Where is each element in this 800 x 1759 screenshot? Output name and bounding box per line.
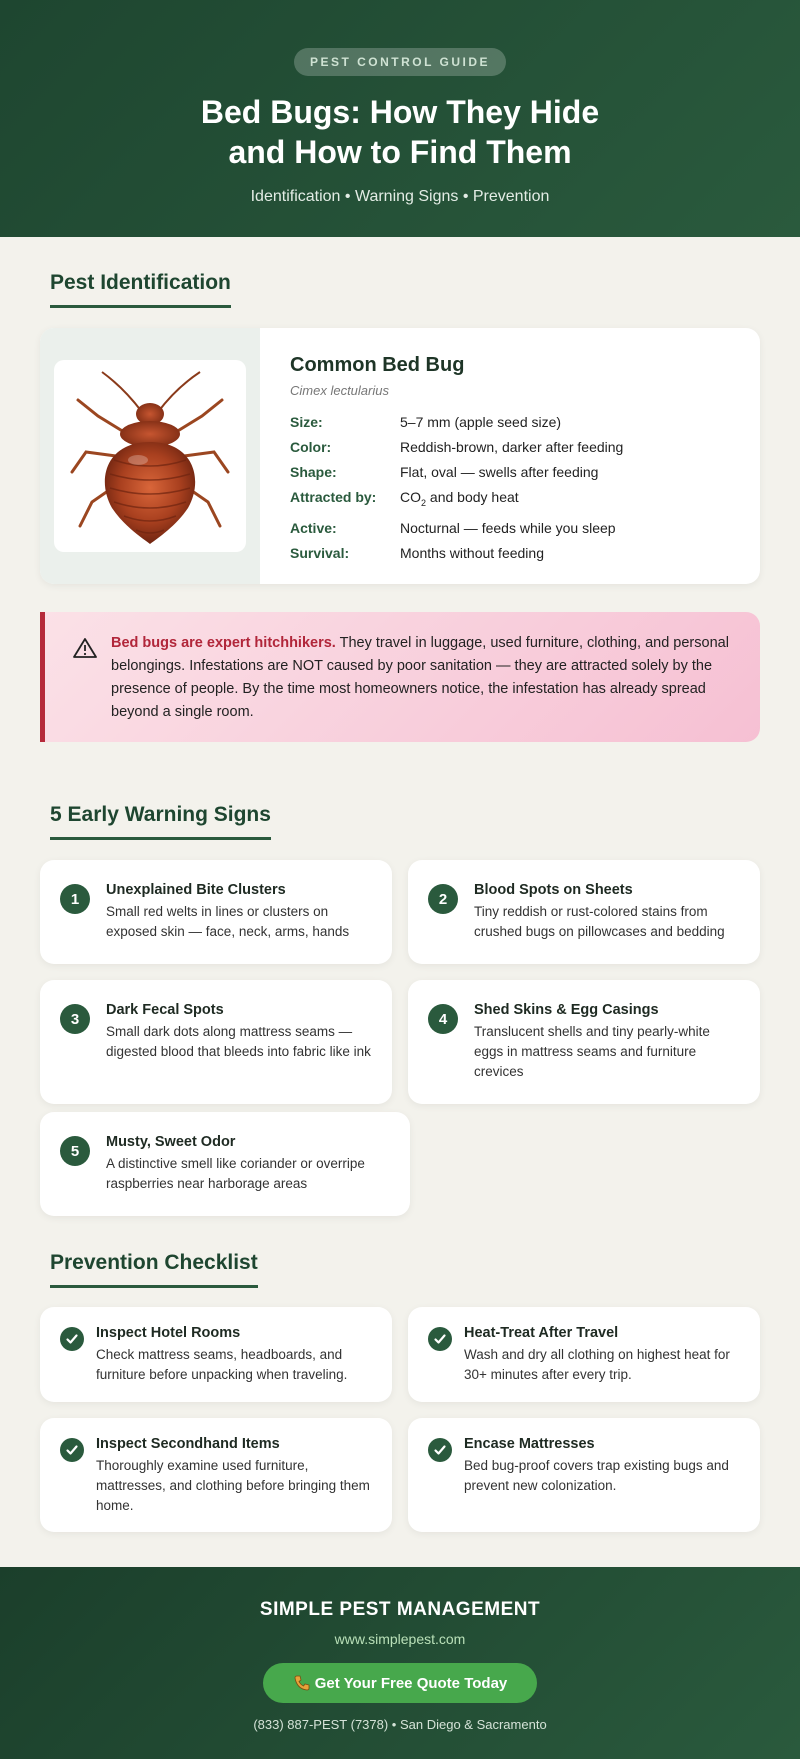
bed-bug-illustration — [54, 360, 246, 552]
warning-card — [40, 1112, 410, 1216]
checklist-description: Thoroughly examine used furniture, mattresses, and clothing before bringing them home. — [96, 1458, 370, 1513]
checklist-title: Heat-Treat After Travel — [464, 1325, 619, 1341]
checklist-title: Encase Mattresses — [464, 1436, 595, 1452]
attribute-value-subscript: 2 — [421, 497, 427, 508]
pest-common-name: Common Bed Bug — [290, 354, 465, 376]
warning-title: Shed Skins & Egg Casings — [474, 1002, 659, 1018]
warning-title: Unexplained Bite Clusters — [106, 882, 286, 898]
attribute-label: Attracted by: — [290, 489, 377, 505]
checkmark-icon — [60, 1438, 84, 1462]
attribute-row-active — [290, 516, 623, 541]
warning-card — [40, 860, 392, 964]
warning-card-content — [106, 1134, 392, 1194]
sign-number-badge: 4 — [428, 1004, 458, 1034]
attribute-value-post: and body heat — [426, 489, 519, 505]
checklist-card — [40, 1307, 392, 1402]
checklist-description: Check mattress seams, headboards, and furniture before unpacking when traveling. — [96, 1347, 348, 1382]
page-title — [0, 92, 800, 172]
sign-number-badge: 2 — [428, 884, 458, 914]
page-title-line-2: and How to Find Them — [228, 134, 572, 170]
checklist-card — [408, 1307, 760, 1402]
identification-section-header — [0, 271, 231, 308]
attribute-row-color — [290, 435, 623, 460]
attribute-label: Shape: — [290, 464, 337, 480]
attribute-value: Nocturnal — feeds while you sleep — [400, 519, 616, 536]
warning-card — [408, 860, 760, 964]
checklist-description: Bed bug-proof covers trap existing bugs and prevent new colonization. — [464, 1458, 729, 1493]
company-name: SIMPLE PEST MANAGEMENT — [259, 1599, 541, 1620]
checkmark-icon — [428, 1438, 452, 1462]
warning-description: Translucent shells and tiny pearly-white eggs in mattress seams and furniture crevices — [474, 1024, 710, 1079]
warning-card-content — [106, 1002, 374, 1062]
contact-info: (833) 887-PEST (7378) • San Diego & Sacramento — [253, 1717, 547, 1732]
warning-description: Small red welts in lines or clusters on exposed skin — face, neck, arms, hands — [106, 904, 350, 939]
checklist-card-content — [96, 1436, 374, 1516]
hitchhiker-alert — [40, 612, 760, 742]
attribute-row-size — [290, 410, 623, 435]
bug-image-panel — [40, 328, 260, 584]
sign-number-badge: 1 — [60, 884, 90, 914]
sign-number-badge: 3 — [60, 1004, 90, 1034]
phone-icon — [293, 1674, 311, 1692]
checklist-title: Inspect Secondhand Items — [96, 1436, 280, 1452]
warning-description: Small dark dots along mattress seams — digested blood that bleeds into fabric like ink — [106, 1024, 371, 1059]
hero-header — [0, 0, 800, 237]
warning-card — [40, 980, 392, 1104]
warning-title: Blood Spots on Sheets — [474, 882, 633, 898]
warning-triangle-icon — [73, 638, 97, 658]
checklist-title: Inspect Hotel Rooms — [96, 1325, 241, 1341]
attribute-value-pre: CO — [400, 489, 421, 505]
warning-section-header — [0, 803, 271, 840]
attribute-value: Reddish-brown, darker after feeding — [400, 439, 624, 455]
website-link[interactable]: www.simplepest.com — [334, 1631, 466, 1647]
checklist-card-content — [464, 1436, 742, 1496]
checklist-card — [408, 1418, 760, 1532]
checkmark-icon — [428, 1327, 452, 1351]
page-title-line-1: Bed Bugs: How They Hide — [200, 94, 600, 130]
attribute-row-attracted-by — [290, 485, 623, 516]
alert-text: They travel in luggage, used furniture, clothing, and personal belongings. Infestations are NOT caused by poor sanitation — they are attracted solely by the presence of people. By the time most homeowners notice, the infestation has already spread beyond a single room. — [111, 635, 729, 720]
page-subtitle: Identification • Warning Signs • Prevention — [250, 188, 550, 205]
free-quote-button[interactable] — [263, 1663, 538, 1703]
warning-description: A distinctive smell like coriander or overripe raspberries near harborage areas — [106, 1156, 365, 1191]
sign-number-badge: 5 — [60, 1136, 90, 1166]
attribute-value: Months without feeding — [400, 544, 544, 561]
attribute-label: Survival: — [290, 544, 350, 561]
attribute-value — [400, 485, 519, 516]
alert-emphasis: Bed bugs are expert hitchhikers. — [111, 635, 336, 651]
section-heading-identification: Pest Identification — [50, 271, 231, 308]
attribute-label: Color: — [290, 439, 332, 455]
attribute-row-survival — [290, 541, 623, 566]
warning-card-content — [474, 1002, 742, 1082]
checklist-card — [40, 1418, 392, 1532]
free-quote-button-label: Get Your Free Quote Today — [314, 1674, 508, 1692]
category-badge: PEST CONTROL GUIDE — [294, 48, 506, 76]
checklist-card-content — [464, 1325, 742, 1385]
attribute-row-shape — [290, 460, 623, 485]
warning-card — [408, 980, 760, 1104]
warning-card-content — [474, 882, 742, 942]
warning-title: Musty, Sweet Odor — [106, 1134, 236, 1150]
prevention-section-header — [0, 1251, 258, 1288]
section-heading-warning-signs: 5 Early Warning Signs — [50, 803, 271, 840]
warning-description: Tiny reddish or rust-colored stains from crushed bugs on pillowcases and bedding — [474, 904, 725, 939]
attribute-label: Active: — [290, 519, 337, 536]
checklist-description: Wash and dry all clothing on highest heat for 30+ minutes after every trip. — [464, 1347, 730, 1382]
identification-card — [40, 328, 760, 584]
checklist-card-content — [96, 1325, 374, 1385]
warning-card-content — [106, 882, 374, 942]
pest-attributes — [290, 410, 623, 566]
identification-details — [260, 328, 653, 584]
warning-title: Dark Fecal Spots — [106, 1002, 224, 1018]
pest-scientific-name: Cimex lectularius — [290, 383, 389, 398]
attribute-value: Flat, oval — swells after feeding — [400, 464, 599, 480]
section-heading-prevention: Prevention Checklist — [50, 1251, 258, 1288]
attribute-label: Size: — [290, 414, 323, 430]
attribute-value: 5–7 mm (apple seed size) — [400, 414, 562, 430]
checkmark-icon — [60, 1327, 84, 1351]
footer — [0, 1567, 800, 1759]
